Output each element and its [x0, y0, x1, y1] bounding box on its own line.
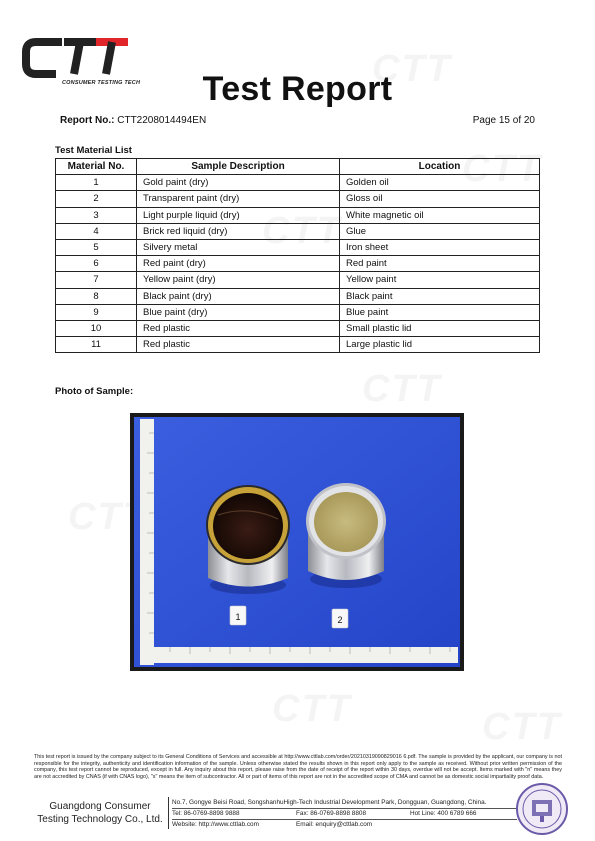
- material-no: 3: [56, 207, 137, 223]
- sample-description: Red plastic: [137, 337, 340, 353]
- location: Gloss oil: [340, 191, 540, 207]
- report-number-value: CTT2208014494EN: [117, 115, 207, 126]
- watermark: [482, 706, 562, 749]
- sample-tag-1: 1: [235, 612, 241, 622]
- report-number-label: Report No.:: [60, 115, 115, 126]
- report-number: [60, 115, 206, 126]
- table-row: [56, 337, 540, 353]
- telephone: Tel: 86-0769-8898 9888: [172, 810, 240, 817]
- table-row: [56, 256, 540, 272]
- company-name: [34, 800, 166, 826]
- company-address: No.7, Gongye Beisi Road, SongshanhuHigh-Tech Industrial Development Park, Dongguan, Guangdong, China.: [172, 799, 487, 806]
- column-header: Sample Description: [137, 159, 340, 175]
- material-no: 2: [56, 191, 137, 207]
- table-row: [56, 239, 540, 255]
- company-seal-icon: [515, 782, 569, 836]
- location: Blue paint: [340, 304, 540, 320]
- sample-description: Transparent paint (dry): [137, 191, 340, 207]
- footer-rule: [172, 808, 517, 809]
- material-no: 10: [56, 320, 137, 336]
- page-number: Page 15 of 20: [472, 115, 535, 126]
- location: Golden oil: [340, 175, 540, 191]
- table-row: [56, 175, 540, 191]
- email: Email: enquiry@cttlab.com: [296, 821, 373, 828]
- table-row: [56, 191, 540, 207]
- table-row: [56, 304, 540, 320]
- material-no: 7: [56, 272, 137, 288]
- footer-divider: [168, 797, 169, 829]
- sample-description: Light purple liquid (dry): [137, 207, 340, 223]
- table-row: [56, 207, 540, 223]
- material-list-title: Test Material List: [55, 145, 132, 156]
- sample-description: Yellow paint (dry): [137, 272, 340, 288]
- location: Glue: [340, 223, 540, 239]
- sample-description: Silvery metal: [137, 239, 340, 255]
- watermark: [362, 368, 442, 411]
- sample-description: Brick red liquid (dry): [137, 223, 340, 239]
- logo-subtitle: CONSUMER TESTING TECH: [62, 80, 141, 86]
- table-row: [56, 320, 540, 336]
- table-row: [56, 223, 540, 239]
- sample-description: Blue paint (dry): [137, 304, 340, 320]
- material-no: 4: [56, 223, 137, 239]
- column-header: Material No.: [56, 159, 137, 175]
- material-no: 6: [56, 256, 137, 272]
- table-row: [56, 272, 540, 288]
- sample-photo: [130, 413, 464, 671]
- material-no: 8: [56, 288, 137, 304]
- material-no: 11: [56, 337, 137, 353]
- location: Large plastic lid: [340, 337, 540, 353]
- location: Yellow paint: [340, 272, 540, 288]
- sample-description: Gold paint (dry): [137, 175, 340, 191]
- sample-tag-2: 2: [337, 615, 343, 625]
- location: Iron sheet: [340, 239, 540, 255]
- company-name-line1: Guangdong Consumer: [49, 801, 151, 812]
- material-table: [55, 158, 540, 353]
- table-header-row: [56, 159, 540, 175]
- website: Website: http://www.cttlab.com: [172, 821, 259, 828]
- material-no: 5: [56, 239, 137, 255]
- table-row: [56, 288, 540, 304]
- location: Red paint: [340, 256, 540, 272]
- location: White magnetic oil: [340, 207, 540, 223]
- company-name-line2: Testing Technology Co., Ltd.: [37, 814, 163, 825]
- fax: Fax: 86-0769-8898 8808: [296, 810, 366, 817]
- hotline: Hot Line: 400 6789 666: [410, 810, 477, 817]
- sample-description: Black paint (dry): [137, 288, 340, 304]
- sample-description: Red plastic: [137, 320, 340, 336]
- disclaimer-text: This test report is issued by the company subject to its General Conditions of Services and accessible at http://www.cttlab.com/order/20210319090829016 6.pdf. The sample is provided by the applicant, our company is not responsible for the integrity, authenticity and identification information of the sample. Unless otherwise stated the results shown in this report only apply to the sample as received. Without prior written permission of the company, this test report cannot be reproduced, except in full. Any inquiry about this report, please raise from the date of receipt of the report within 30 days, overdue will not be accept. Items marked with "n" means they are not accredited by CNAS (if with CNAS logo), "s" means the item of subcontractor. All or part of items of this report are not in the accredited scope of CMA and cannot be as domestic social impartiality proof data.: [34, 754, 562, 780]
- material-no: 9: [56, 304, 137, 320]
- material-no: 1: [56, 175, 137, 191]
- footer-rule: [172, 819, 517, 820]
- location: Small plastic lid: [340, 320, 540, 336]
- photo-title: Photo of Sample:: [55, 386, 134, 397]
- location: Black paint: [340, 288, 540, 304]
- report-title: Test Report: [202, 70, 393, 108]
- watermark: [272, 688, 352, 731]
- column-header: Location: [340, 159, 540, 175]
- sample-description: Red paint (dry): [137, 256, 340, 272]
